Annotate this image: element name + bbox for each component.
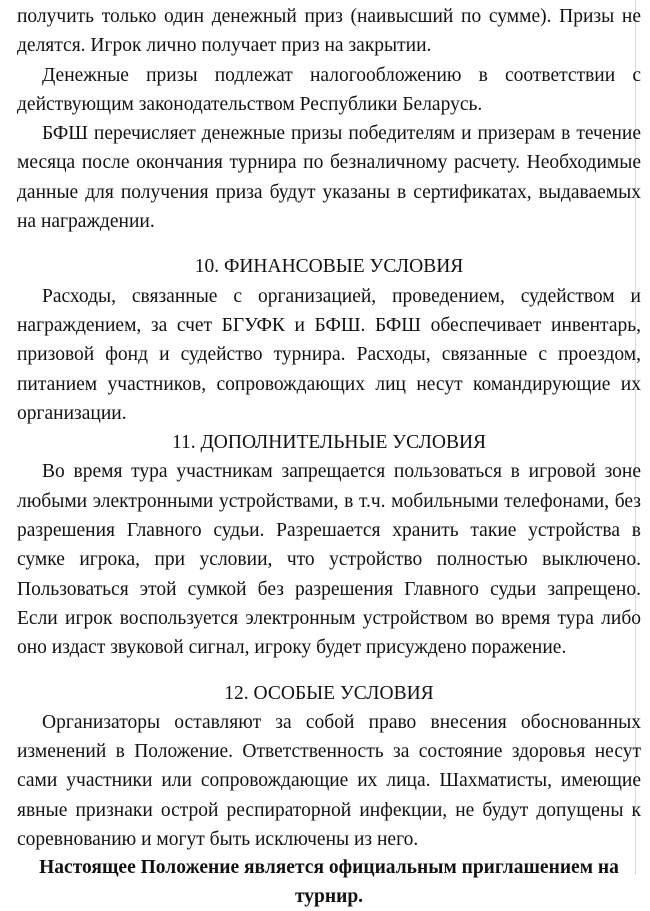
section-title-financial: 10. ФИНАНСОВЫЕ УСЛОВИЯ — [194, 256, 464, 278]
paragraph-prize-transfer: БФШ перечисляет денежные призы победителям и призерам в течение месяца после окончания турнира по безналичному расчету. Необходимые данные для получения приза будут указаны в сертификатах, выдаваемых на награждении. — [17, 123, 641, 233]
spacer — [17, 663, 641, 679]
paragraph-taxation: Денежные призы подлежат налогообложению в соответствии с действующим законодательством Республики Беларусь. — [17, 64, 641, 115]
section-body-financial: Расходы, связанные с организацией, проведением, судейством и награждением, за счет БГУФК и БФШ. БФШ обеспечивает инвентарь, призовой фонд и судейство турнира. Расходы, связанные с проездом, питанием участников, сопровождающих лиц несут командирующие их организации. — [17, 285, 641, 424]
document-text — [17, 2, 641, 911]
spacer — [17, 236, 641, 252]
paragraph-prize-rules: получить только один денежный приз (наивысший по сумме). Призы не делятся. Игрок лично получает приз на закрытии. — [17, 6, 641, 57]
section-title-special: 12. ОСОБЫЕ УСЛОВИЯ — [224, 682, 434, 704]
closing-statement: Настоящее Положение является официальным приглашением на турнир. — [39, 857, 619, 907]
section-body-additional: Во время тура участникам запрещается пользоваться в игровой зоне любыми электронными устройствами, в т.ч. мобильными телефонами, без разрешения Главного судьи. Разрешается хранить такие устройства в сумке игрока, при условии, что устройство полностью выключено. Пользоваться этой сумкой без разрешения Главного судьи запрещено. Если игрок воспользуется электронным устройством во время тура либо оно издаст звуковой сигнал, игроку будет присуждено поражение. — [17, 461, 641, 659]
section-title-additional: 11. ДОПОЛНИТЕЛЬНЫЕ УСЛОВИЯ — [171, 432, 487, 454]
section-body-special: Организаторы оставляют за собой право внесения обоснованных изменений в Положение. Ответственность за состояние здоровья несут сами участники или сопровождающие их лица. Шахматисты, имеющие явные признаки острой респираторной инфекции, не будут допущены к соревнованию и могут быть исключены из него. — [17, 711, 641, 851]
